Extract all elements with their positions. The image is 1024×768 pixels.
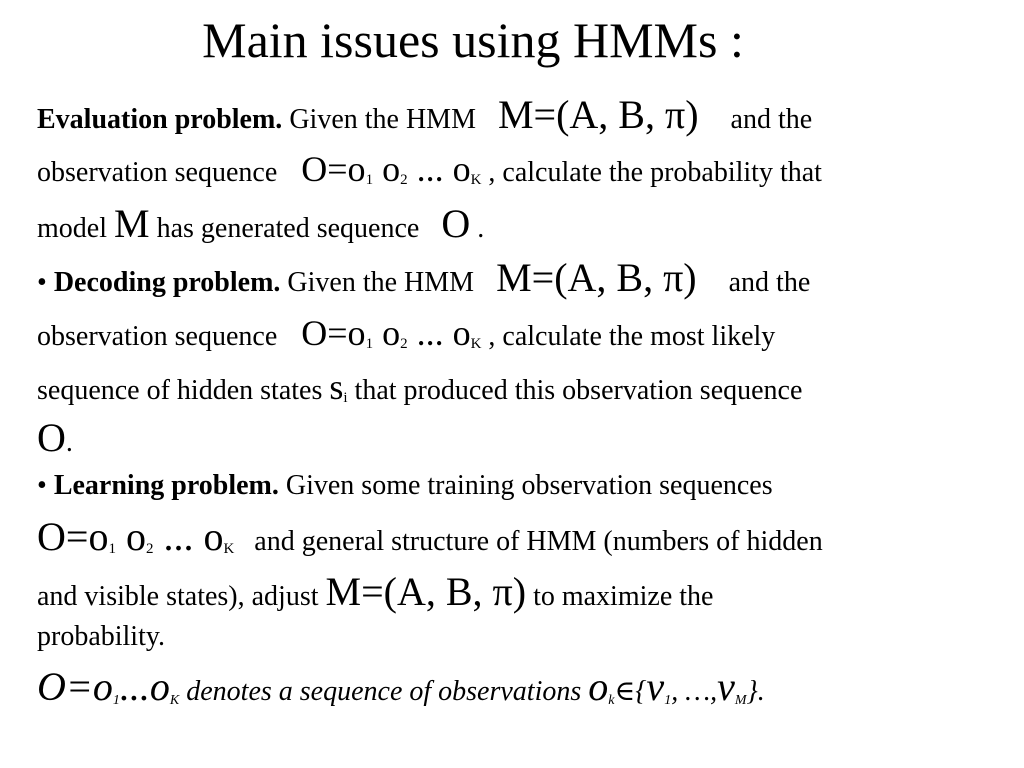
evaluation-given: Given the HMM <box>289 104 476 135</box>
evaluation-and-the: and the <box>730 104 813 135</box>
learning-maximize: to maximize the <box>533 581 714 612</box>
decoding-heading: Decoding problem. <box>53 267 281 298</box>
decoding-line-3 <box>37 367 802 418</box>
decoding-produced: that produced this observation sequence <box>354 375 803 406</box>
decoding-line-2 <box>37 313 775 364</box>
evaluation-M: M <box>114 201 150 246</box>
decoding-O: O <box>37 415 66 460</box>
decoding-obs-label: observation sequence <box>37 321 278 352</box>
learning-general: and general structure of HMM (numbers of hidden <box>254 526 823 557</box>
decoding-line-1 <box>37 255 811 303</box>
learning-model: M=(A, B, π) <box>325 569 527 614</box>
evaluation-obs-seq: $O=o_1$ $o_2$ ... $o_K$ <box>301 149 482 189</box>
evaluation-generated: has generated sequence <box>156 213 420 244</box>
learning-line-3 <box>37 569 714 617</box>
decoding-and-the: and the <box>728 267 811 298</box>
evaluation-line-3 <box>37 201 485 249</box>
learning-line-2 <box>37 514 823 569</box>
learning-bullet: • <box>37 470 47 501</box>
decoding-seq-hidden: sequence of hidden states <box>37 375 323 406</box>
evaluation-line-2 <box>37 149 822 200</box>
learning-line-4 <box>37 617 165 657</box>
learning-obs-seq: $O=o_1$ $o_2$ ... $o_K$ <box>37 514 235 559</box>
evaluation-O: O <box>441 201 471 246</box>
definition-line <box>37 664 765 721</box>
definition-set: ∈{v1, …,vM}. <box>614 664 765 709</box>
evaluation-model: M=(A, B, π) <box>497 92 699 137</box>
learning-given: Given some training observation sequences <box>285 470 773 501</box>
learning-visible: and visible states), adjust <box>37 581 319 612</box>
decoding-calc: , calculate the most likely <box>488 321 776 352</box>
decoding-state-s: $s_i$ <box>329 367 348 407</box>
decoding-model: M=(A, B, π) <box>496 255 697 300</box>
slide-title: Main issues using HMMs : <box>202 12 744 68</box>
decoding-obs-seq: $O=o_1$ $o_2$ ... $o_K$ <box>301 313 482 353</box>
definition-ok: ok <box>588 664 615 709</box>
definition-denotes: denotes a sequence of observations <box>186 676 582 707</box>
evaluation-line-1 <box>37 92 813 140</box>
evaluation-calc: , calculate the probability that <box>488 157 822 188</box>
evaluation-obs-label: observation sequence <box>37 157 278 188</box>
learning-line-1 <box>37 466 773 506</box>
decoding-line-4 <box>37 415 73 463</box>
evaluation-heading: Evaluation problem. <box>37 104 283 135</box>
decoding-bullet: • <box>37 267 47 298</box>
decoding-period: . <box>65 427 73 458</box>
learning-probability: probability. <box>37 621 166 652</box>
evaluation-period: . <box>477 213 485 244</box>
decoding-given: Given the HMM <box>287 267 475 298</box>
evaluation-model-word: model <box>37 213 107 244</box>
definition-sequence: O=o1...oK <box>37 664 180 709</box>
learning-heading: Learning problem. <box>53 470 279 501</box>
